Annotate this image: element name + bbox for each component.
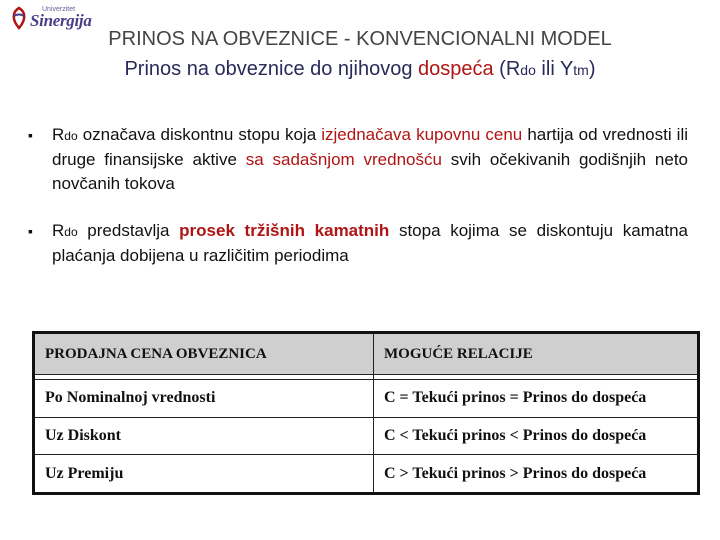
bullet-text: označava diskontnu stopu koja: [77, 125, 322, 144]
table-cell: C > Tekući prinos > Prinos do dospeća: [374, 455, 699, 494]
table-cell: C < Tekući prinos < Prinos do dospeća: [374, 417, 699, 455]
bullet-text: predstavlja: [77, 221, 180, 240]
bond-price-table: [32, 331, 700, 495]
table-cell: Po Nominalnoj vrednosti: [34, 380, 374, 418]
table-cell: C = Tekući prinos = Prinos do dospeća: [374, 380, 699, 418]
bullet-highlight: izjednačava kupovnu cenu: [321, 125, 523, 144]
table-header-row: [34, 333, 699, 375]
bullet-square-icon: ▪: [28, 223, 33, 239]
bullet-highlight: prosek tržišnih kamatnih: [179, 221, 390, 240]
bullet-text: stopa kojima se diskontuju kamatna plaćanja dobijena u različitim periodima: [52, 221, 688, 265]
table-cell: Uz Premiju: [34, 455, 374, 494]
table-row: [34, 417, 699, 455]
subtitle-text: ): [588, 58, 596, 80]
bullet-highlight: sa sadašnjom vrednošću: [245, 150, 442, 169]
bullet-text: R: [52, 221, 65, 240]
table-row: [34, 380, 699, 418]
table-cell: Uz Diskont: [34, 417, 374, 455]
slide-title: PRINOS NA OBVEZNICE - KONVENCIONALNI MODEL: [108, 28, 612, 50]
subtitle-subscript: do: [520, 62, 536, 78]
slide-subtitle: [0, 58, 720, 81]
table-header-cell: PRODAJNA CENA OBVEZNICA: [34, 333, 374, 375]
bullet-text: R: [52, 125, 65, 144]
logo-name: Sinergija: [30, 11, 92, 30]
logo-emblem-icon: [8, 6, 30, 30]
bullet-text: hartija od vrednosti ili druge finansijske aktive: [52, 125, 688, 169]
bullet-square-icon: ▪: [28, 127, 33, 143]
bullet-subscript: do: [64, 129, 78, 143]
bullet-text: svih očekivanih godišnjih neto novčanih tokova: [52, 150, 688, 193]
subtitle-text: ili Y: [535, 58, 574, 80]
logo-top-text: Univerzitet: [42, 6, 76, 13]
table-header-cell: MOGUĆE RELACIJE: [374, 333, 699, 375]
subtitle-text: (R: [493, 58, 521, 80]
table-row: [34, 455, 699, 494]
bullet-item: [28, 123, 688, 196]
subtitle-subscript: tm: [573, 62, 589, 78]
bullet-item: [28, 219, 688, 268]
bullet-subscript: do: [64, 225, 78, 239]
subtitle-highlight: dospeća: [418, 58, 494, 80]
subtitle-text: Prinos na obveznice do njihovog: [124, 58, 418, 80]
